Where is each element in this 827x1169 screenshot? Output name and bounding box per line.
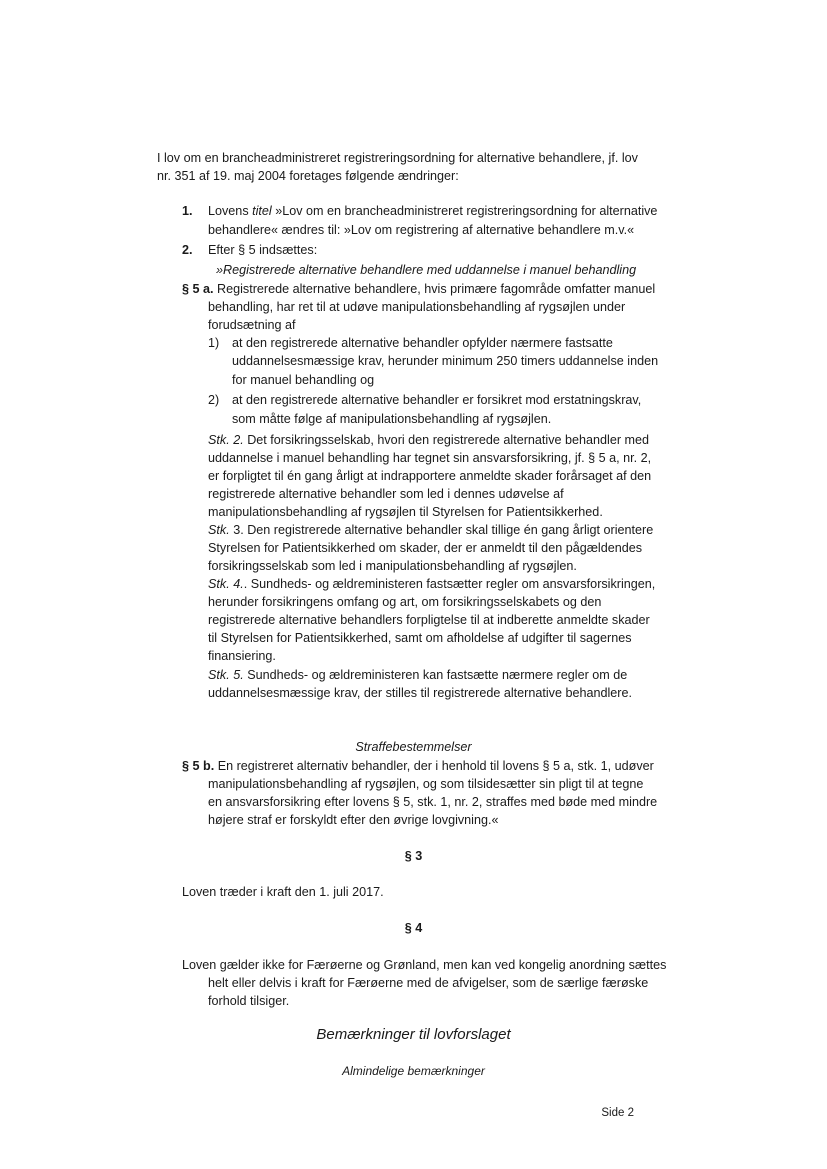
intro-line-2: nr. 351 af 19. maj 2004 foretages følgende ændringer: <box>157 169 459 183</box>
stk4-line-1 <box>208 575 655 593</box>
stk2-line-5: manipulationsbehandling af rygsøjlen til Styrelsen for Patientsikkerhed. <box>208 505 603 519</box>
section-5a-line-3: forudsætning af <box>208 318 296 332</box>
section-5b-line-3: en ansvarsforsikring efter lovens § 5, stk. 1, nr. 2, straffes med bøde med mindre <box>208 795 658 809</box>
amendment-1-italic: titel <box>252 204 272 218</box>
item-1-line-2: uddannelsesmæssige krav, herunder minimum 250 timers uddannelse inden <box>232 354 659 368</box>
item-1-line-3: for manuel behandling og <box>232 373 375 387</box>
stk4-line-3: registrerede alternative behandlers forpligtelse til at indberette anmeldte skader <box>208 613 650 627</box>
section-5b-line-4: højere straf er forskyldt efter den øvrige lovgivning.« <box>208 813 499 827</box>
section-5b-line-2: manipulationsbehandling af rygsøjlen, og som tilsidesætter sin pligt til at tegne <box>208 777 644 791</box>
stk4-text-1: . Sundheds- og ældreministeren fastsætter regler om ansvarsforsikringen, <box>243 577 656 591</box>
section-5a-line-2: behandling, har ret til at udøve manipulationsbehandling af rygsøjlen under <box>208 300 626 314</box>
section-4-heading: § 4 <box>404 921 423 935</box>
section-5b-label: § 5 b. <box>182 759 215 773</box>
section-5b-text-1: En registreret alternativ behandler, der i henhold til lovens § 5 a, stk. 1, udøver <box>214 759 654 773</box>
stk3-line-2: Styrelsen for Patientsikkerhed om skader, der er anmeldt til den pågældendes <box>208 541 643 555</box>
stk3-text-1: 3. Den registrerede alternative behandler skal tillige én gang årligt orientere <box>229 523 654 537</box>
stk2-line-3: er forpligtet til én gang årligt at indrapportere anmeldte skader forårsaget af den <box>208 469 652 483</box>
item-2-line-2: som måtte følge af manipulationsbehandling af rygsøjlen. <box>232 412 552 426</box>
stk5-line-1 <box>208 666 627 684</box>
section-5a-label: § 5 a. <box>182 282 214 296</box>
intro-line-1: I lov om en brancheadministreret registreringsordning for alternative behandlere, jf. lov <box>157 151 638 165</box>
heading-straffebestemmelser: Straffebestemmelser <box>355 740 472 754</box>
stk3-label: Stk. <box>208 523 230 537</box>
stk2-line-4: registrerede alternative behandler som led i dennes udøvelse af <box>208 487 564 501</box>
stk3-line-1 <box>208 521 653 539</box>
remarks-heading: Bemærkninger til lovforslaget <box>316 1026 511 1043</box>
stk4-line-4: til Styrelsen for Patientsikkerhed, samt om afholdelse af udgifter til sagernes <box>208 631 632 645</box>
section-5b-line-1 <box>182 757 654 775</box>
general-remarks-heading: Almindelige bemærkninger <box>342 1064 485 1078</box>
stk4-line-2: herunder forsikringens omfang og art, om forsikringsselskabets og den <box>208 595 602 609</box>
section-4-line-2: helt eller delvis i kraft for Færøerne med de afvigelser, som de særlige færøske <box>208 976 649 990</box>
amendment-1-pre: Lovens <box>208 204 253 218</box>
section-4-line-3: forhold tilsiger. <box>208 994 290 1008</box>
amendment-1-post: »Lov om en brancheadministreret registreringsordning for alternative <box>271 204 658 218</box>
section-5a-text-1: Registrerede alternative behandlere, hvis primære fagområde omfatter manuel <box>213 282 656 296</box>
section-5a-line-1 <box>182 280 655 298</box>
stk2-line-1 <box>208 431 649 449</box>
stk2-line-2: uddannelse i manuel behandling har tegnet sin ansvarsforsikring, jf. § 5 a, nr. 2, <box>208 451 652 465</box>
section-3-heading: § 3 <box>404 849 423 863</box>
stk5-label: Stk. 5. <box>208 668 244 682</box>
stk4-label: Stk. 4. <box>208 577 244 591</box>
stk5-text-1: Sundheds- og ældreministeren kan fastsætte nærmere regler om de <box>243 668 628 682</box>
amendment-1-number: 1. <box>182 204 193 218</box>
heading-5a: »Registrerede alternative behandlere med uddannelse i manuel behandling <box>216 263 637 277</box>
item-1-line-1: at den registrerede alternative behandler opfylder nærmere fastsatte <box>232 336 613 350</box>
amendment-1-line-2: behandlere« ændres til: »Lov om registrering af alternative behandlere m.v.« <box>208 223 635 237</box>
item-2-line-1: at den registrerede alternative behandler er forsikret mod erstatningskrav, <box>232 393 642 407</box>
stk4-line-5: finansiering. <box>208 649 276 663</box>
section-4-line-1: Loven gælder ikke for Færøerne og Grønland, men kan ved kongelig anordning sættes <box>182 958 667 972</box>
stk5-line-2: uddannelsesmæssige krav, der stilles til registrerede alternative behandlere. <box>208 686 632 700</box>
stk2-label: Stk. 2. <box>208 433 244 447</box>
amendment-2-number: 2. <box>182 243 193 257</box>
stk2-text-1: Det forsikringsselskab, hvori den registrerede alternative behandler med <box>243 433 650 447</box>
page-number: Side 2 <box>601 1107 634 1119</box>
section-3-text: Loven træder i kraft den 1. juli 2017. <box>182 885 384 899</box>
item-2-number: 2) <box>208 393 220 407</box>
amendment-2-line-1: Efter § 5 indsættes: <box>208 243 318 257</box>
item-1-number: 1) <box>208 336 220 350</box>
stk3-line-3: forsikringsselskab som led i manipulationsbehandling af rygsøjlen. <box>208 559 577 573</box>
amendment-1-line-1 <box>208 202 657 220</box>
